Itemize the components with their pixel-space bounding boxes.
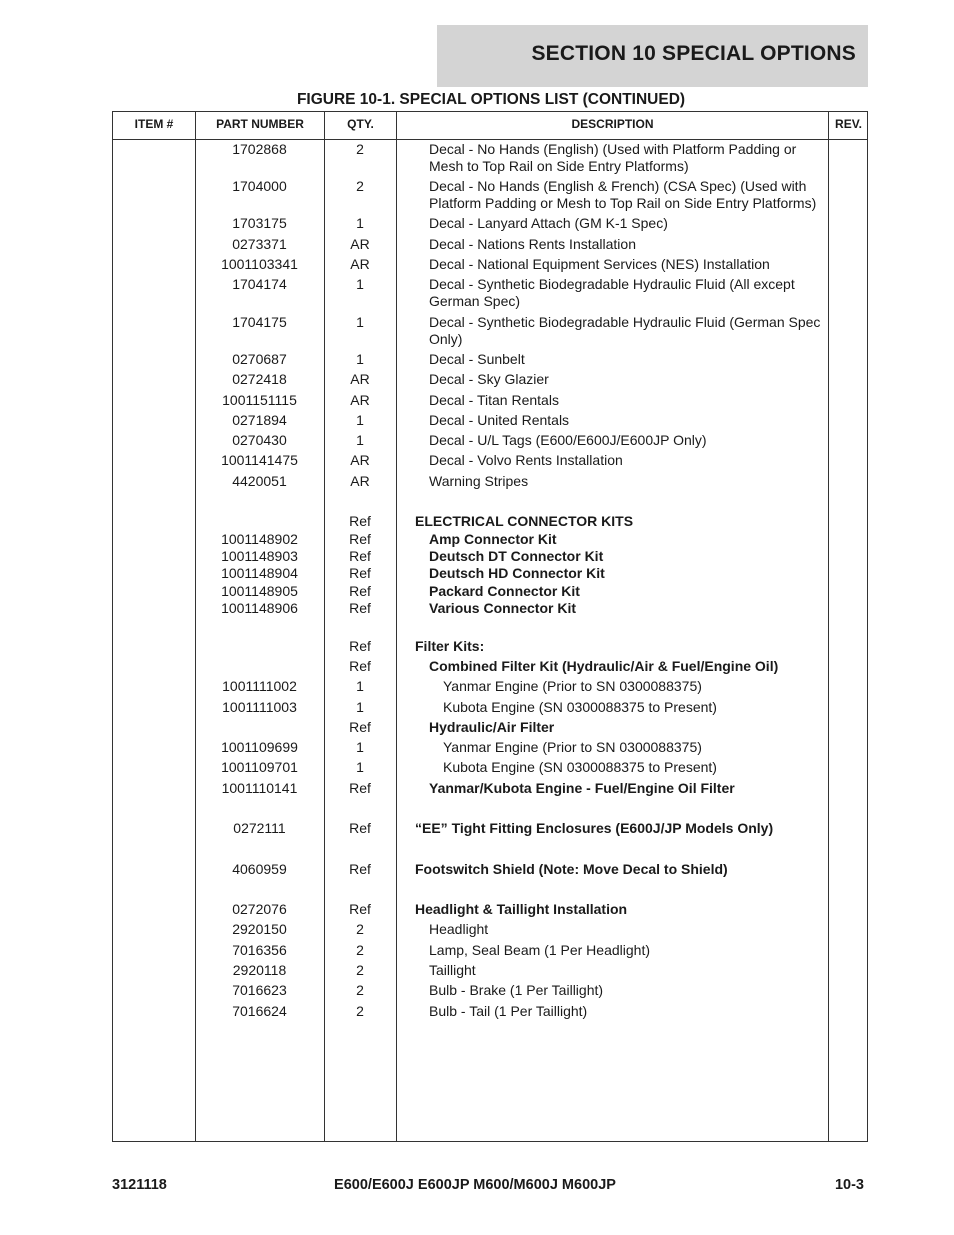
quantity: AR [350, 452, 370, 468]
quantity: 1 [356, 314, 364, 330]
description: Decal - Sky Glazier [429, 371, 549, 387]
part-number: 1704174 [232, 276, 287, 292]
doc-number: 3121118 [112, 1177, 167, 1193]
part-number: 1703175 [232, 215, 287, 231]
part-number: 1704175 [232, 314, 287, 330]
column-header-item: ITEM # [134, 117, 174, 131]
description: Headlight & Taillight Installation [415, 901, 628, 917]
quantity: AR [350, 371, 370, 387]
part-number: 0270430 [232, 432, 287, 448]
quantity: 1 [356, 351, 364, 367]
description: Decal - Nations Rents Installation [429, 236, 636, 252]
quantity: Ref [349, 600, 371, 616]
quantity: 2 [356, 141, 364, 157]
column-divider [396, 111, 397, 1142]
quantity: Ref [349, 583, 371, 599]
page-number: 10-3 [834, 1177, 864, 1193]
column-header-qty: QTY. [347, 117, 374, 131]
quantity: 1 [356, 215, 364, 231]
quantity: Ref [349, 820, 371, 836]
part-number: 0272111 [233, 820, 286, 836]
part-number: 1001151115 [222, 392, 297, 408]
part-number: 1001109699 [221, 739, 298, 755]
part-number: 1001110141 [221, 780, 298, 796]
section-banner [437, 25, 868, 87]
description: Decal - United Rentals [429, 412, 570, 428]
description: Kubota Engine (SN 0300088375 to Present) [443, 759, 717, 775]
part-number: 2920150 [232, 921, 287, 937]
quantity: 2 [356, 942, 364, 958]
description: “EE” Tight Fitting Enclosures (E600J/JP Models Only) [415, 820, 774, 836]
part-number: 1001111003 [222, 699, 297, 715]
quantity: Ref [349, 548, 371, 564]
figure-title: FIGURE 10-1. SPECIAL OPTIONS LIST (CONTINUED) [296, 91, 686, 108]
footer-models: E600/E600J E600JP M600/M600J M600JP [334, 1177, 616, 1193]
part-number: 1001148903 [221, 548, 298, 564]
part-number: 1001141475 [221, 452, 298, 468]
part-number: 1001148905 [221, 583, 298, 599]
description: Yanmar Engine (Prior to SN 0300088375) [443, 739, 702, 755]
description: Footswitch Shield (Note: Move Decal to Shield) [415, 861, 728, 877]
quantity: 2 [356, 178, 364, 194]
description: Yanmar Engine (Prior to SN 0300088375) [443, 678, 702, 694]
description: Bulb - Tail (1 Per Taillight) [429, 1003, 588, 1019]
part-number: 7016624 [232, 1003, 287, 1019]
description: Hydraulic/Air Filter [429, 719, 555, 735]
description: Decal - Volvo Rents Installation [429, 452, 623, 468]
description: Deutsch HD Connector Kit [429, 565, 605, 581]
quantity: Ref [349, 861, 371, 877]
part-number: 0273371 [232, 236, 287, 252]
part-number: 0272076 [232, 901, 287, 917]
column-header-description: DESCRIPTION [571, 117, 654, 131]
column-header-rev: REV. [835, 117, 862, 131]
description: Decal - Sunbelt [429, 351, 525, 367]
part-number: 0272418 [232, 371, 287, 387]
quantity: Ref [349, 901, 371, 917]
description: Taillight [429, 962, 476, 978]
part-number: 1702868 [232, 141, 287, 157]
description: Yanmar/Kubota Engine - Fuel/Engine Oil Filter [429, 780, 735, 796]
quantity: 2 [356, 982, 364, 998]
quantity: Ref [349, 513, 371, 529]
part-number: 1001148906 [221, 600, 298, 616]
description: Decal - No Hands (English) (Used with Platform Padding or Mesh to Top Rail on Side Entry Platforms) [429, 141, 797, 174]
description: Decal - U/L Tags (E600/E600J/E600JP Only) [429, 432, 707, 448]
description: Lamp, Seal Beam (1 Per Headlight) [429, 942, 650, 958]
quantity: Ref [349, 780, 371, 796]
description: Decal - Synthetic Biodegradable Hydraulic Fluid (German Spec Only) [429, 314, 821, 347]
part-number: 0270687 [232, 351, 287, 367]
quantity: 2 [356, 1003, 364, 1019]
part-number: 1001111002 [222, 678, 297, 694]
part-number: 1001103341 [221, 256, 298, 272]
quantity: 1 [356, 759, 364, 775]
quantity: AR [350, 392, 370, 408]
description: Amp Connector Kit [429, 531, 557, 547]
part-number: 4060959 [232, 861, 287, 877]
description: Various Connector Kit [429, 600, 577, 616]
quantity: 1 [356, 739, 364, 755]
description: Decal - Lanyard Attach (GM K-1 Spec) [429, 215, 668, 231]
header-divider [112, 139, 868, 140]
part-number: 1001148902 [221, 531, 298, 547]
description: Warning Stripes [429, 473, 529, 489]
column-header-part-number: PART NUMBER [216, 117, 304, 131]
part-number: 2920118 [232, 962, 287, 978]
quantity: 2 [356, 962, 364, 978]
description: Decal - Titan Rentals [429, 392, 559, 408]
description: Bulb - Brake (1 Per Taillight) [429, 982, 604, 998]
quantity: Ref [349, 531, 371, 547]
quantity: Ref [349, 638, 371, 654]
quantity: 1 [356, 699, 364, 715]
description: Combined Filter Kit (Hydraulic/Air & Fuel/Engine Oil) [429, 658, 779, 674]
quantity: Ref [349, 658, 371, 674]
quantity: AR [350, 256, 370, 272]
quantity: AR [350, 473, 370, 489]
part-number: 4420051 [232, 473, 287, 489]
description: Filter Kits: [415, 638, 485, 654]
description: Deutsch DT Connector Kit [429, 548, 604, 564]
quantity: 1 [356, 276, 364, 292]
quantity: 1 [356, 432, 364, 448]
part-number: 1001109701 [221, 759, 298, 775]
section-title: SECTION 10 SPECIAL OPTIONS [531, 42, 856, 65]
part-number: 7016623 [232, 982, 287, 998]
quantity: Ref [349, 565, 371, 581]
part-number: 0271894 [232, 412, 287, 428]
description: Kubota Engine (SN 0300088375 to Present) [443, 699, 717, 715]
quantity: 1 [356, 678, 364, 694]
description: Packard Connector Kit [429, 583, 580, 599]
quantity: AR [350, 236, 370, 252]
part-number: 7016356 [232, 942, 287, 958]
description: ELECTRICAL CONNECTOR KITS [415, 513, 634, 529]
description: Decal - Synthetic Biodegradable Hydraulic Fluid (All except German Spec) [429, 276, 795, 309]
quantity: 2 [356, 921, 364, 937]
quantity: Ref [349, 719, 371, 735]
description: Decal - National Equipment Services (NES) Installation [429, 256, 770, 272]
part-number: 1704000 [232, 178, 287, 194]
description: Decal - No Hands (English & French) (CSA Spec) (Used with Platform Padding or Mesh to Top Rail on Side Entry Platforms) [429, 178, 817, 211]
quantity: 1 [356, 412, 364, 428]
description: Headlight [429, 921, 489, 937]
part-number: 1001148904 [221, 565, 298, 581]
